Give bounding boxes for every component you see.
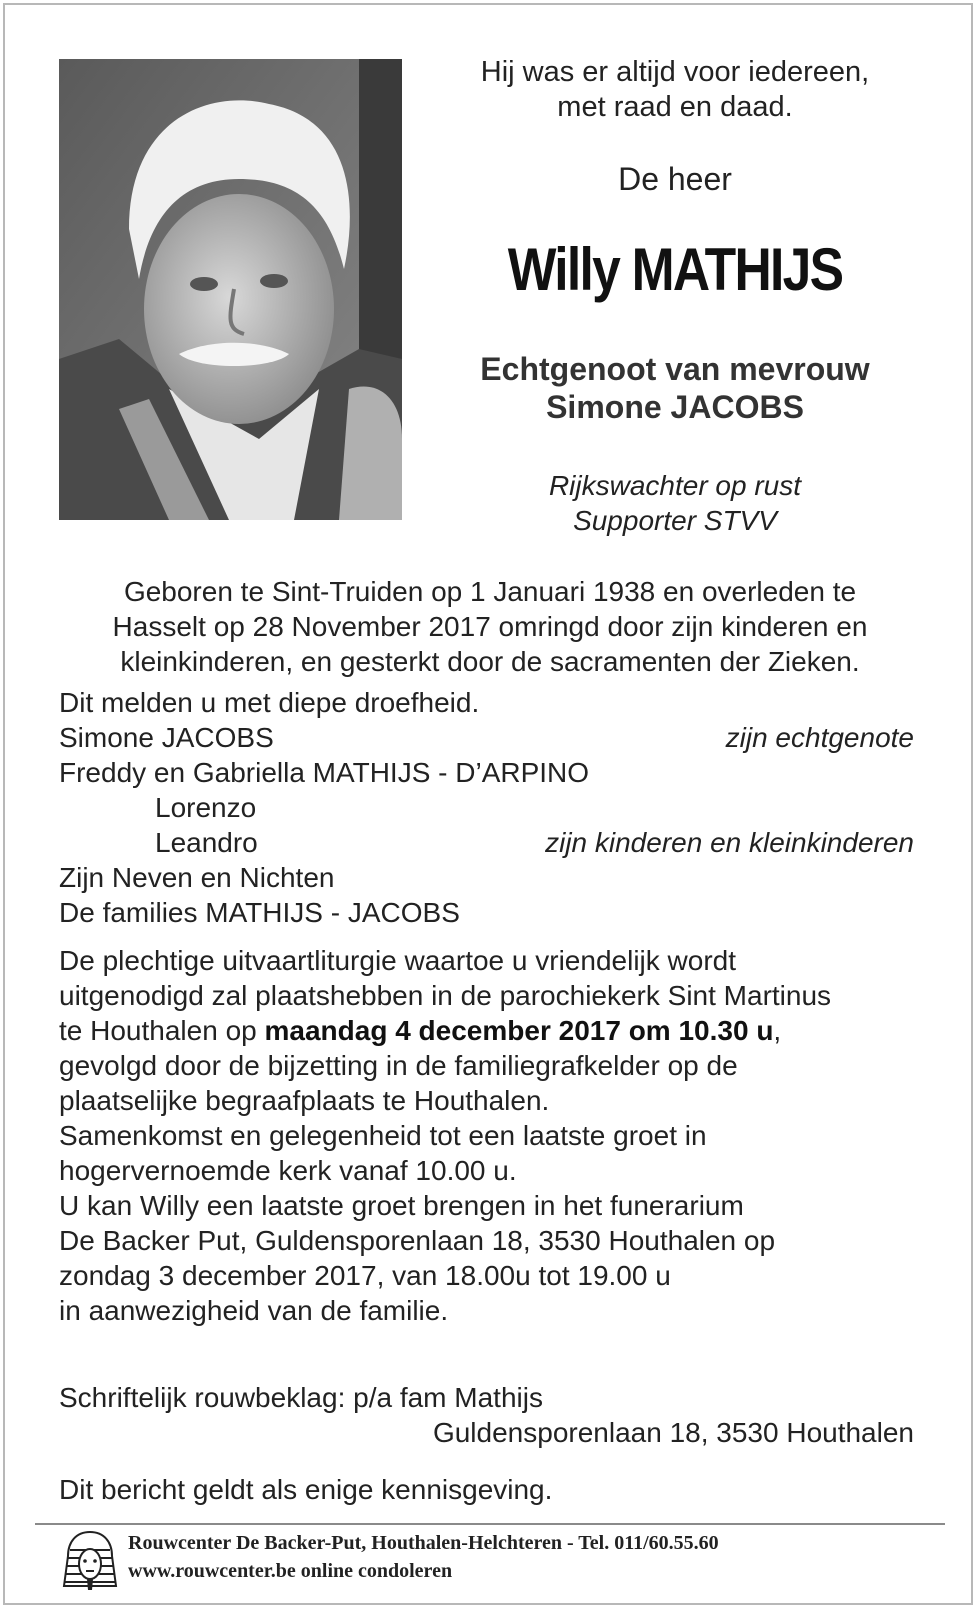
spouse-info [420, 350, 930, 426]
portrait-photo [59, 59, 402, 520]
text-line: De Backer Put, Guldensporenlaan 18, 3530 Houthalen op [59, 1225, 776, 1256]
spouse-line: Echtgenoot van mevrouw [480, 351, 870, 387]
family-list [59, 685, 914, 930]
condolence-line: Schriftelijk rouwbeklag: p/a fam Mathijs [59, 1382, 543, 1413]
salutation: De heer [618, 161, 732, 197]
footer-company: Rouwcenter De Backer-Put, Houthalen-Helchteren - Tel. 011/60.55.60 [128, 1532, 719, 1554]
footer-divider [35, 1523, 945, 1525]
funeral-date-line [59, 1013, 929, 1048]
family-relation: zijn kinderen en kleinkinderen [545, 827, 914, 858]
family-row [59, 755, 914, 790]
text-line: Hasselt op 28 November 2017 omringd door zijn kinderen en [112, 611, 868, 642]
family-row [59, 825, 914, 860]
text-line: uitgenodigd zal plaatshebben in de parochiekerk Sint Martinus [59, 980, 832, 1011]
footer-website[interactable]: www.rouwcenter.be online condoleren [128, 1560, 453, 1582]
text-line: kleinkinderen, en gesterkt door de sacramenten der Zieken. [120, 646, 860, 677]
family-name: De families MATHIJS - JACOBS [59, 897, 460, 928]
family-name: Lorenzo [155, 792, 257, 823]
text-span: te Houthalen op [59, 1015, 265, 1046]
quote [420, 55, 930, 125]
quote-line: met raad en daad. [557, 91, 793, 123]
family-relation: zijn echtgenote [725, 722, 914, 753]
role: Supporter STVV [573, 505, 777, 536]
quote-line: Hij was er altijd voor iedereen, [480, 56, 870, 88]
funeral-text [59, 943, 929, 1328]
text-span: , [773, 1015, 782, 1046]
text-line: De plechtige uitvaartliturgie waartoe u vriendelijk wordt [59, 945, 737, 976]
text-line: gevolgd door de bijzetting in de familiegrafkelder op de [59, 1050, 738, 1081]
text-line: zondag 3 december 2017, van 18.00u tot 19.00 u [59, 1260, 671, 1291]
text-line: Samenkomst en gelegenheid tot een laatste groet in [59, 1120, 707, 1151]
family-intro: Dit melden u met diepe droefheid. [59, 687, 480, 718]
family-row [59, 895, 914, 930]
text-line: plaatselijke begraafplaats te Houthalen. [59, 1085, 550, 1116]
text-line: U kan Willy een laatste groet brengen in het funerarium [59, 1190, 744, 1221]
birth-death-text [40, 574, 940, 679]
text-line: in aanwezigheid van de familie. [59, 1295, 449, 1326]
family-row [59, 790, 914, 825]
family-row [59, 860, 914, 895]
family-name: Simone JACOBS [59, 722, 274, 753]
condolence-address: Guldensporenlaan 18, 3530 Houthalen [432, 1417, 914, 1448]
text-line: hogervernoemde kerk vanaf 10.00 u. [59, 1155, 517, 1186]
family-row [59, 720, 914, 755]
pharaoh-logo-icon [62, 1530, 118, 1592]
role: Rijkswachter op rust [548, 470, 802, 501]
family-name: Leandro [155, 827, 258, 858]
family-name: Freddy en Gabriella MATHIJS - D’ARPINO [59, 757, 590, 788]
spouse-name: Simone JACOBS [546, 389, 804, 425]
final-note: Dit bericht geldt als enige kennisgeving. [59, 1474, 553, 1505]
text-line: Geboren te Sint-Truiden op 1 Januari 1938 en overleden te [123, 576, 857, 607]
roles [420, 468, 930, 538]
family-name: Zijn Neven en Nichten [59, 862, 335, 893]
deceased-name: Willy MATHIJS [507, 236, 843, 303]
funeral-date: maandag 4 december 2017 om 10.30 u [264, 1015, 774, 1046]
